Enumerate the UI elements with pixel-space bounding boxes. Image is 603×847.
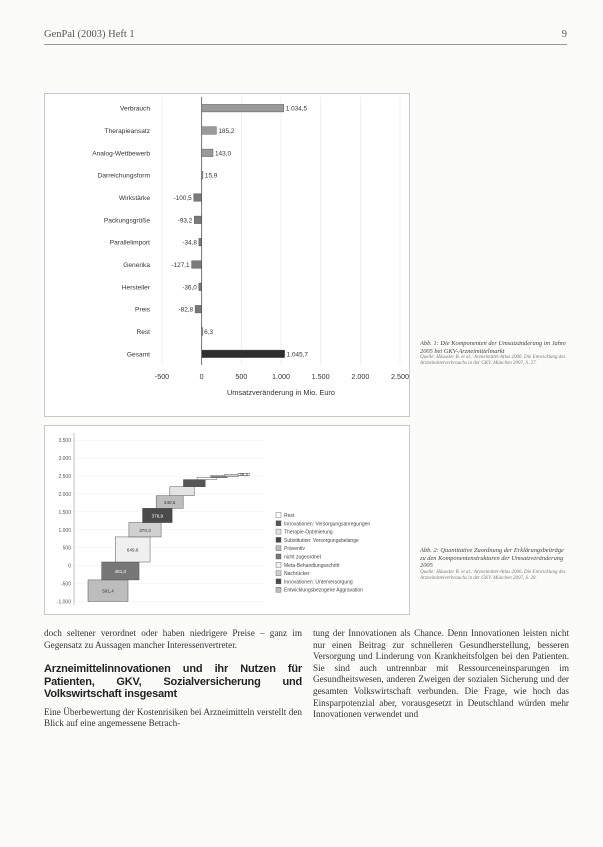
chart2-legend-label: Präventiv (284, 546, 305, 553)
chart2-block-label: 370,3 (139, 527, 151, 533)
chart2-y-tick-label: -1.000 (56, 599, 71, 606)
paragraph-continuation: doch seltener verordnet oder haben niedrigere Preise – ganz im Gegensatz zu Aussagen mancher Interessenvertreter. (44, 628, 302, 650)
chart1-bar (199, 238, 202, 246)
chart1-bar (195, 305, 202, 313)
chart2-legend-label: Nachrücker (284, 571, 310, 578)
chart1-category-label: Gesamt (126, 351, 150, 359)
chart1-bar (192, 261, 202, 269)
chart1-value-label: -82,8 (178, 306, 194, 314)
chart1-value-label: -36,0 (182, 284, 197, 292)
chart2-y-tick-label: 2.000 (58, 491, 71, 498)
journal-reference: GenPal (2003) Heft 1 (44, 29, 135, 40)
chart2-legend-swatch (276, 546, 281, 551)
figure-2-caption-title: Abb. 2: Quantitative Zuordnung der Erklärungsbeiträge zu den Komponentenstrukturen der Umsatzveränderung 2005 (420, 547, 564, 570)
figure-2-waterfall-chart (44, 425, 410, 615)
chart2-y-tick-label: 3.000 (58, 456, 71, 463)
chart2-legend-label: Substitution: Versorgungsbelange (284, 537, 359, 544)
chart1-bar (194, 216, 201, 224)
chart1-category-label: Wirkstärke (118, 195, 150, 202)
chart1-value-label: 6,3 (204, 329, 214, 336)
chart1-bar (202, 328, 203, 336)
chart1-bar (202, 127, 217, 135)
figure-1-bar-chart (44, 93, 410, 417)
chart2-legend-label: Entwicklungsbezogene Aggravation (284, 587, 363, 594)
paragraph-intro: Eine Überbewertung der Kostenrisiken bei Arzneimitteln verstellt den Blick auf eine angemessene Betrach- (44, 706, 302, 729)
chart2-legend-swatch (276, 521, 281, 526)
chart2-y-tick-label: 1.500 (58, 509, 71, 516)
chart2-y-tick-label: 0 (68, 563, 71, 570)
chart2-block-label: 649,8 (126, 547, 139, 553)
chart1-x-tick-label: 1.000 (272, 372, 290, 381)
chart2-block-label: 39,2 (239, 472, 249, 478)
chart1-bar (194, 194, 202, 202)
figure-1-caption-source: Quelle: Häussler B. et al.: Arzneimittel-Atlas 2006. Die Entwicklung des Arzneimittelverbrauchs in der GKV. München 2007, S. 27. (420, 355, 566, 367)
figure-2-caption (420, 547, 570, 582)
chart1-x-axis-title: Umsatzveränderung in Mio. Euro (226, 388, 336, 397)
figure-2-caption-source: Quelle: Häussler B. et al.: Arzneimittel-Atlas 2006. Die Entwicklung des Arzneimittelverbrauchs in der GKV. München 2007, S. 28. (420, 569, 566, 581)
header-rule (44, 44, 567, 45)
chart2-block (170, 487, 194, 496)
chart2-block-label: 340,5 (163, 499, 176, 505)
chart1-category-label: Packungsgröße (103, 217, 150, 225)
chart1-x-tick-label: 500 (235, 372, 248, 381)
chart2-legend-swatch (276, 537, 281, 542)
chart1-value-label: -34,8 (182, 239, 197, 247)
section-heading: Arzneimittelinnovationen und ihr Nutzen für Patienten, GKV, Sozialversicherung und Volkswirtschaft insgesamt (44, 663, 302, 701)
chart2-legend-swatch (276, 529, 281, 534)
chart1-value-label: 15,9 (204, 172, 218, 180)
chart1-x-tick-label: -500 (154, 372, 170, 381)
chart2-legend-label: Innovationen: Versorgungsanregungen (284, 521, 371, 528)
chart1-category-label: Verbrauch (119, 105, 150, 113)
chart1-x-tick-label: 2.500 (391, 372, 409, 381)
chart1-category-label: Rest (136, 329, 150, 336)
chart1-category-label: Preis (134, 306, 150, 314)
right-column (313, 628, 569, 721)
chart1-frame (45, 94, 410, 417)
chart2-legend-swatch (276, 571, 281, 576)
chart2-legend-swatch (276, 587, 281, 592)
chart2-legend-label: Meta-Behandlungsschritt (284, 562, 340, 569)
chart2-legend-label: nicht zugeordnet (284, 554, 321, 561)
chart1-x-tick-label: 2.000 (351, 372, 370, 381)
chart1-bar (202, 171, 203, 179)
chart1-category-label: Darreichungsform (97, 172, 150, 180)
page-number: 9 (561, 29, 567, 40)
paragraph-innovations: tung der Innovationen als Chance. Denn Innovationen leisten nicht nur einen Beitrag zur schnelleren Gesundherstellung, besseren Versorgung und Linderung von Krankheitsfolgen bei den Patienten. Sie sind auch untrennbar mit Ressourceneinsparungen im Gesundheitswesen, anderen Zweigen der sozialen Sicherung und der gesamten Volkswirtschaft verbunden. Die Frage, wie hoch das Einsparpotenzial aber, vorausgesetzt in Deutschland würden mehr Innovationen verwendet und (313, 628, 569, 720)
chart2-legend-swatch (276, 579, 281, 584)
chart2-legend-swatch (276, 562, 281, 567)
chart1-category-label: Parallelimport (109, 239, 150, 247)
chart1-value-label: 1.045,7 (286, 351, 308, 359)
chart2-legend-label: Rest (284, 513, 295, 519)
left-column (44, 628, 302, 730)
chart2-block-label: 481,3 (114, 568, 127, 574)
chart1-value-label: 185,2 (218, 128, 235, 135)
chart1-category-label: Hersteller (121, 284, 150, 292)
figure-1-caption-title: Abb. 1: Die Komponenten der Umsatzänderung im Jahre 2005 bei GKV-Arzneimittelmarkt (420, 340, 567, 355)
chart1-value-label: -100,5 (173, 195, 192, 202)
chart1-value-label: -93,2 (177, 217, 193, 225)
chart2-y-tick-label: 2.500 (58, 474, 71, 480)
chart2-y-tick-label: 500 (62, 545, 71, 552)
chart2-y-tick-label: -500 (60, 581, 71, 588)
chart2-block (183, 480, 205, 487)
chart2-legend-swatch (276, 554, 281, 559)
chart1-category-label: Therapieansatz (104, 128, 150, 135)
chart1-category-label: Analog-Wettbewerb (92, 150, 150, 158)
running-header (44, 29, 567, 43)
figure-1-caption (420, 340, 570, 367)
chart2-block-label: 591,4 (102, 588, 114, 594)
chart2-legend-label: Innovationen: Unterversorgung (284, 579, 353, 586)
chart1-bar (202, 350, 285, 358)
chart1-value-label: -127,1 (171, 262, 190, 269)
chart2-legend-swatch (276, 513, 281, 518)
chart2-block (224, 475, 238, 477)
chart1-x-tick-label: 0 (199, 372, 204, 381)
chart1-value-label: 143,0 (215, 150, 232, 158)
chart1-x-tick-label: 1.500 (311, 372, 330, 381)
chart2-legend-label: Therapie-Optimierung (284, 529, 333, 536)
chart2-y-tick-label: 3.500 (58, 438, 71, 445)
chart2-block-label: 378,9 (151, 513, 164, 519)
chart2-y-tick-label: 1.000 (58, 527, 71, 534)
chart1-value-label: 1.034,5 (285, 105, 308, 113)
chart1-bar (202, 149, 213, 157)
chart1-category-label: Generika (123, 262, 150, 269)
chart1-bar (199, 283, 202, 291)
chart1-bar (202, 104, 284, 112)
